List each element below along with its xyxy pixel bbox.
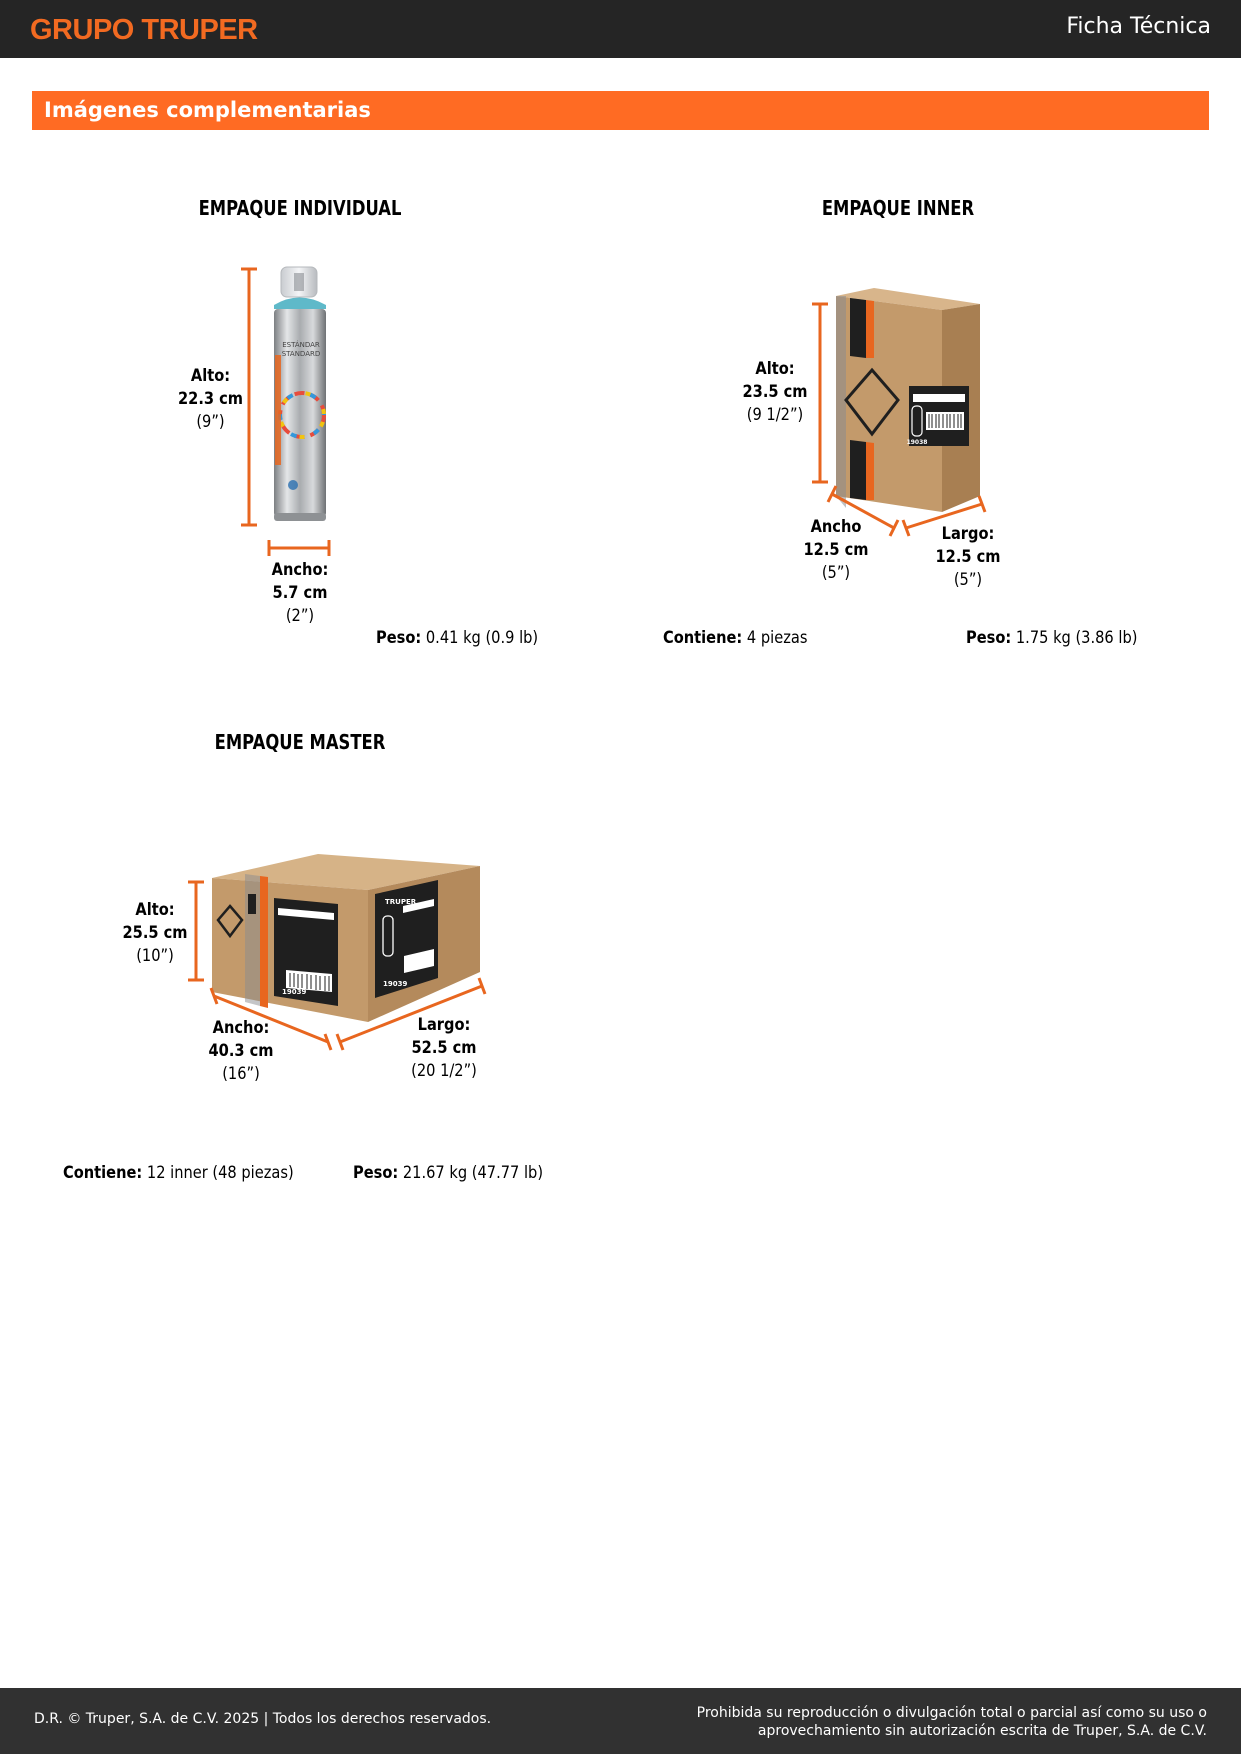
individual-alto: Alto: 22.3 cm (9”) <box>177 366 244 432</box>
inner-largo: Largo: 12.5 cm (5”) <box>935 524 1001 590</box>
document-type-label: Ficha Técnica <box>1066 14 1211 39</box>
inner-title: EMPAQUE INNER <box>821 196 975 220</box>
inner-contiene: Contiene: 4 piezas <box>663 628 808 648</box>
svg-text:TRUPER: TRUPER <box>385 898 417 906</box>
svg-text:ESTÁNDAR: ESTÁNDAR <box>282 341 320 349</box>
copyright-text: D.R. © Truper, S.A. de C.V. 2025 | Todos los derechos reservados. <box>34 1711 492 1727</box>
svg-text:19039: 19039 <box>282 988 307 996</box>
master-ancho: Ancho: 40.3 cm (16”) <box>208 1018 274 1084</box>
svg-text:STANDARD: STANDARD <box>281 350 321 358</box>
master-title: EMPAQUE MASTER <box>214 730 386 754</box>
spray-can-image <box>266 265 336 527</box>
svg-text:19039: 19039 <box>383 980 408 988</box>
section-title: Imágenes complementarias <box>44 98 371 122</box>
reproduction-notice: Prohibida su reproducción o divulgación total o parcial así como su uso o aprovechamiento sin autorización escrita de Truper, S.A. de C.V. <box>696 1705 1207 1739</box>
individual-peso: Peso: 0.41 kg (0.9 lb) <box>376 628 539 648</box>
page-footer <box>0 1688 1241 1754</box>
svg-text:19038: 19038 <box>906 439 928 446</box>
inner-ancho: Ancho 12.5 cm (5”) <box>803 517 869 583</box>
truper-logo: GRUPO TRUPER <box>30 14 258 46</box>
master-peso: Peso: 21.67 kg (47.77 lb) <box>353 1163 544 1183</box>
master-alto: Alto: 25.5 cm (10”) <box>122 900 188 966</box>
individual-ancho: Ancho: 5.7 cm (2”) <box>271 560 329 626</box>
master-largo: Largo: 52.5 cm (20 1/2”) <box>411 1015 477 1081</box>
individual-title: EMPAQUE INDIVIDUAL <box>198 196 402 220</box>
inner-alto: Alto: 23.5 cm (9 1/2”) <box>742 359 808 425</box>
master-contiene: Contiene: 12 inner (48 piezas) <box>63 1163 294 1183</box>
inner-dimension-lines <box>808 298 1008 538</box>
page-header <box>0 0 1241 58</box>
section-header-bar <box>32 91 1209 130</box>
inner-peso: Peso: 1.75 kg (3.86 lb) <box>966 628 1138 648</box>
